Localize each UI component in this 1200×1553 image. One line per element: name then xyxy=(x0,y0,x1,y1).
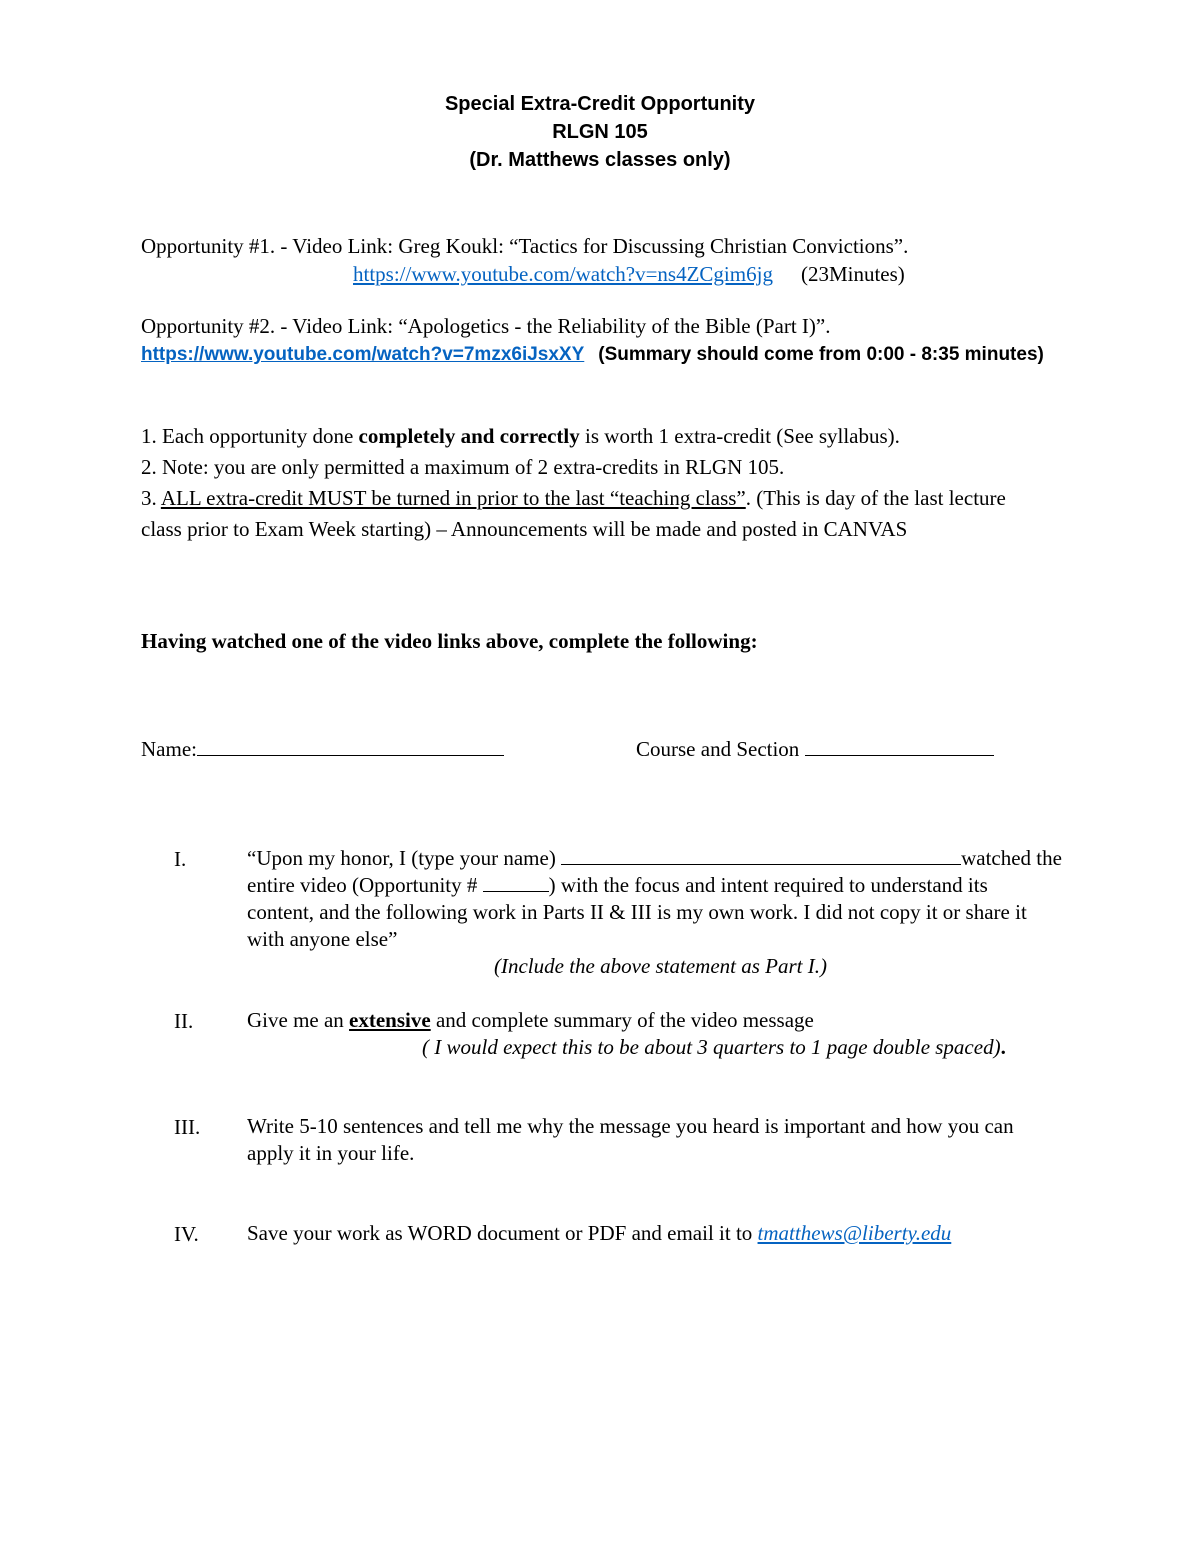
rule-3-number: 3. xyxy=(141,486,161,510)
opportunity-1-description: - Video Link: Greg Koukl: “Tactics for Discussing Christian Convictions”. xyxy=(275,234,909,258)
item-2-text xyxy=(247,1007,1127,1061)
course-section-row xyxy=(636,736,994,762)
item-2-numeral: II. xyxy=(174,1009,194,1033)
item-1-line-4: with anyone else” xyxy=(247,927,398,951)
item-2-emphasis: extensive xyxy=(349,1008,431,1032)
opportunity-2-summary-note: (Summary should come from 0:00 - 8:35 minutes) xyxy=(598,344,1044,365)
honor-name-blank[interactable] xyxy=(561,846,961,865)
item-1-text xyxy=(247,845,1127,980)
course-section-blank[interactable] xyxy=(805,737,994,756)
name-field-row xyxy=(141,736,504,762)
item-2-note-end: . xyxy=(1000,1035,1006,1059)
class-note: (Dr. Matthews classes only) xyxy=(469,149,731,171)
item-4-text-start: Save your work as WORD document or PDF and email it to xyxy=(247,1221,758,1245)
rule-3-text: . (This is day of the last lecture xyxy=(745,486,1006,510)
rule-1-emphasis: completely and correctly xyxy=(358,424,580,448)
item-1-line-2-end: ) with the focus and intent required to understand its xyxy=(548,873,988,897)
item-1-line-1-end: watched the xyxy=(961,846,1062,870)
opportunity-1-line xyxy=(141,233,908,259)
item-4-numeral: IV. xyxy=(174,1222,199,1246)
rule-2: 2. Note: you are only permitted a maximum of 2 extra-credits in RLGN 105. xyxy=(141,455,785,479)
document-header xyxy=(0,90,1200,174)
item-1-numeral: I. xyxy=(174,847,187,871)
document-title: Special Extra-Credit Opportunity xyxy=(444,93,756,115)
opportunity-1-video-link[interactable]: https://www.youtube.com/watch?v=ns4ZCgim6jg xyxy=(353,262,773,286)
opportunity-number-blank[interactable] xyxy=(483,873,549,892)
item-3-numeral: III. xyxy=(174,1115,201,1139)
rule-3-underlined: ALL extra-credit MUST be turned in prior to the last “teaching class” xyxy=(160,486,746,510)
rule-3 xyxy=(141,485,1006,511)
name-label: Name: xyxy=(141,737,197,761)
email-link[interactable]: tmatthews@liberty.edu xyxy=(757,1221,952,1245)
opportunity-2-label: Opportunity #2. xyxy=(141,314,276,338)
instruction-heading: Having watched one of the video links above, complete the following: xyxy=(141,629,758,653)
item-2-text-start: Give me an xyxy=(247,1008,350,1032)
opportunity-1-label: Opportunity #1. xyxy=(141,234,276,258)
item-2-text-end: and complete summary of the video message xyxy=(430,1008,814,1032)
rule-1-text-end: is worth 1 extra-credit (See syllabus). xyxy=(579,424,900,448)
item-3-line-2: apply it in your life. xyxy=(247,1141,415,1165)
item-1-line-3: content, and the following work in Parts II & III is my own work. I did not copy it or share it xyxy=(247,900,1027,924)
item-2-note: ( I would expect this to be about 3 quarters to 1 page double spaced) xyxy=(422,1035,1001,1059)
opportunity-2-line xyxy=(141,313,830,339)
rule-1 xyxy=(141,423,900,449)
item-1-line-2: entire video (Opportunity # xyxy=(247,873,483,897)
item-3-text xyxy=(247,1113,1127,1167)
item-3-line-1: Write 5-10 sentences and tell me why the message you heard is important and how you can xyxy=(247,1114,1014,1138)
item-1-line-1: “Upon my honor, I (type your name) xyxy=(247,846,562,870)
name-blank[interactable] xyxy=(197,737,504,756)
opportunity-1-duration: (23Minutes) xyxy=(800,262,905,286)
opportunity-1-link-line xyxy=(353,261,905,287)
rule-3-continued: class prior to Exam Week starting) – Announcements will be made and posted in CANVAS xyxy=(141,517,908,541)
item-1-note: (Include the above statement as Part I.) xyxy=(494,954,827,978)
opportunity-2-description: - Video Link: “Apologetics - the Reliability of the Bible (Part I)”. xyxy=(275,314,831,338)
opportunity-2-link-line xyxy=(141,342,1044,368)
course-section-label: Course and Section xyxy=(636,737,805,761)
course-code: RLGN 105 xyxy=(552,121,648,143)
item-4-text xyxy=(247,1220,1127,1247)
rule-1-text: 1. Each opportunity done xyxy=(141,424,359,448)
opportunity-2-video-link[interactable]: https://www.youtube.com/watch?v=7mzx6iJsxXY xyxy=(141,344,585,365)
